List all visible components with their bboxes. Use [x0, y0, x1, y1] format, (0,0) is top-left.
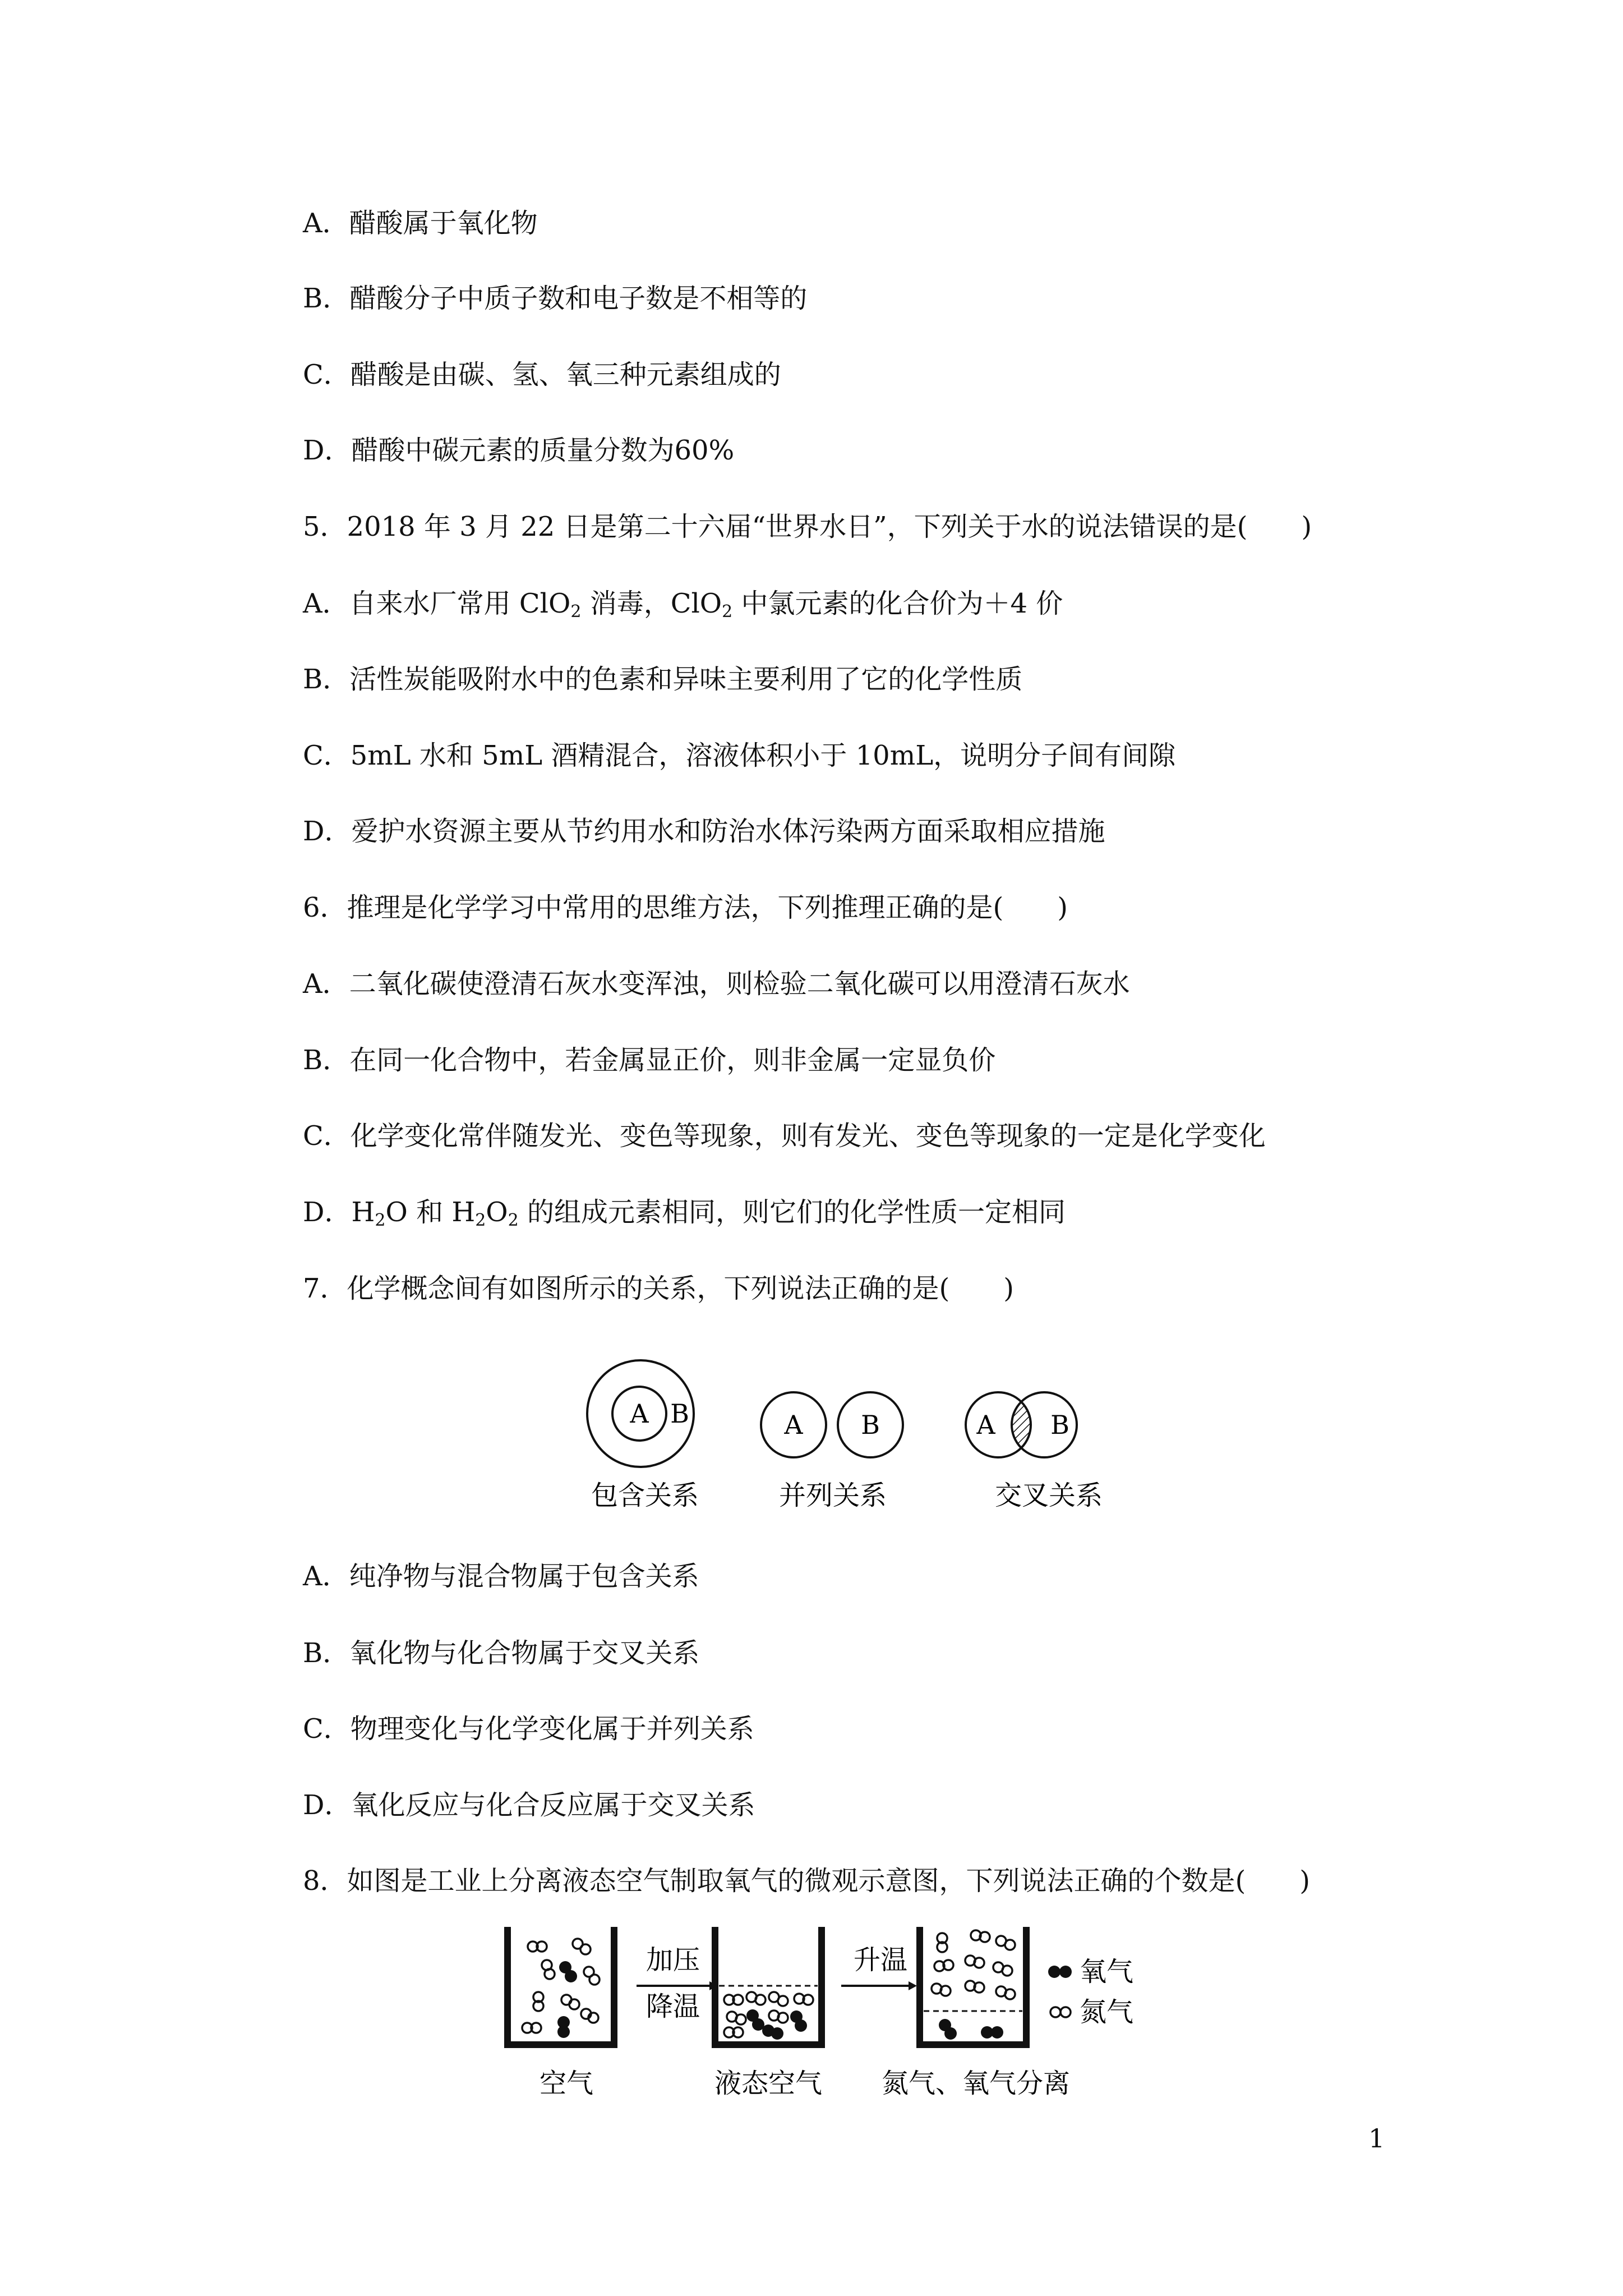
- air-separation-diagram: [494, 1916, 1211, 2106]
- legend-nitrogen: 氮气: [1080, 1996, 1134, 2028]
- page-number: 1: [1368, 2123, 1385, 2154]
- label-liquid-air: 液态空气: [714, 2068, 823, 2099]
- q5-option-c: C．5mL 水和 5mL 酒精混合，溶液体积小于 10mL，说明分子间有间隙: [303, 740, 1176, 771]
- cross-letter-b: B: [1050, 1410, 1069, 1440]
- q4-option-b: B．醋酸分子中质子数和电子数是不相等的: [303, 283, 808, 314]
- q4-option-a: A．醋酸属于氧化物: [303, 208, 538, 239]
- legend-oxygen: 氧气: [1080, 1956, 1134, 1987]
- label-air: 空气: [539, 2068, 594, 2099]
- q6-stem: 6．推理是化学学习中常用的思维方法，下列推理正确的是( ): [303, 892, 1068, 923]
- label-parallel: 并列关系: [778, 1480, 887, 1511]
- q5-option-d: D．爱护水资源主要从节约用水和防治水体污染两方面采取相应措施: [303, 816, 1105, 847]
- q7-option-d: D．氧化反应与化合反应属于交叉关系: [303, 1789, 755, 1821]
- cross-letter-a: A: [976, 1410, 995, 1440]
- q7-stem: 7．化学概念间有如图所示的关系，下列说法正确的是( ): [303, 1273, 1014, 1304]
- q7-option-b: B．氧化物与化合物属于交叉关系: [303, 1637, 700, 1669]
- beaker-separated: [920, 1927, 1026, 2045]
- contain-letter-a: A: [630, 1398, 649, 1429]
- q6-option-d: D．$H_2O$ 和 $H_2O_2$ 的组成元素相同，则它们的化学性质一定相同: [303, 1197, 1066, 1230]
- q6-option-a: A．二氧化碳使澄清石灰水变浑浊，则检验二氧化碳可以用澄清石灰水: [303, 968, 1130, 1000]
- parallel-letter-a: A: [784, 1410, 803, 1440]
- q4-option-d: D．醋酸中碳元素的质量分数为60%: [303, 435, 735, 466]
- parallel-letter-b: B: [861, 1410, 880, 1440]
- set-relations-diagram: [572, 1358, 1133, 1515]
- arrow2-label: 升温: [853, 1944, 908, 1976]
- q7-option-a: A．纯净物与混合物属于包含关系: [303, 1561, 699, 1592]
- q5-stem: 5．2018 年 3 月 22 日是第二十六届“世界水日”，下列关于水的说法错误的是( ): [303, 511, 1312, 542]
- arrow1-top-label: 加压: [645, 1944, 700, 1976]
- contain-letter-b: B: [670, 1398, 689, 1429]
- q8-stem: 8．如图是工业上分离液态空气制取氧气的微观示意图，下列说法正确的个数是( ): [303, 1865, 1310, 1897]
- q5-option-a: A．自来水厂常用 ClO$_2$ 消毒，ClO$_2$ 中氯元素的化合价为＋4 价: [303, 588, 1063, 622]
- label-cross: 交叉关系: [994, 1480, 1103, 1511]
- q7-option-c: C．物理变化与化学变化属于并列关系: [303, 1713, 754, 1745]
- q6-option-b: B．在同一化合物中，若金属显正价，则非金属一定显负价: [303, 1045, 996, 1076]
- q4-option-c: C．醋酸是由碳、氢、氧三种元素组成的: [303, 359, 781, 390]
- label-contain: 包含关系: [591, 1480, 699, 1511]
- q5-option-b: B．活性炭能吸附水中的色素和异味主要利用了它的化学性质: [303, 664, 1023, 695]
- arrow1-bottom-label: 降温: [645, 1991, 700, 2022]
- q6-option-c: C．化学变化常伴随发光、变色等现象，则有发光、变色等现象的一定是化学变化: [303, 1120, 1266, 1152]
- label-separated: 氮气、氧气分离: [881, 2068, 1071, 2099]
